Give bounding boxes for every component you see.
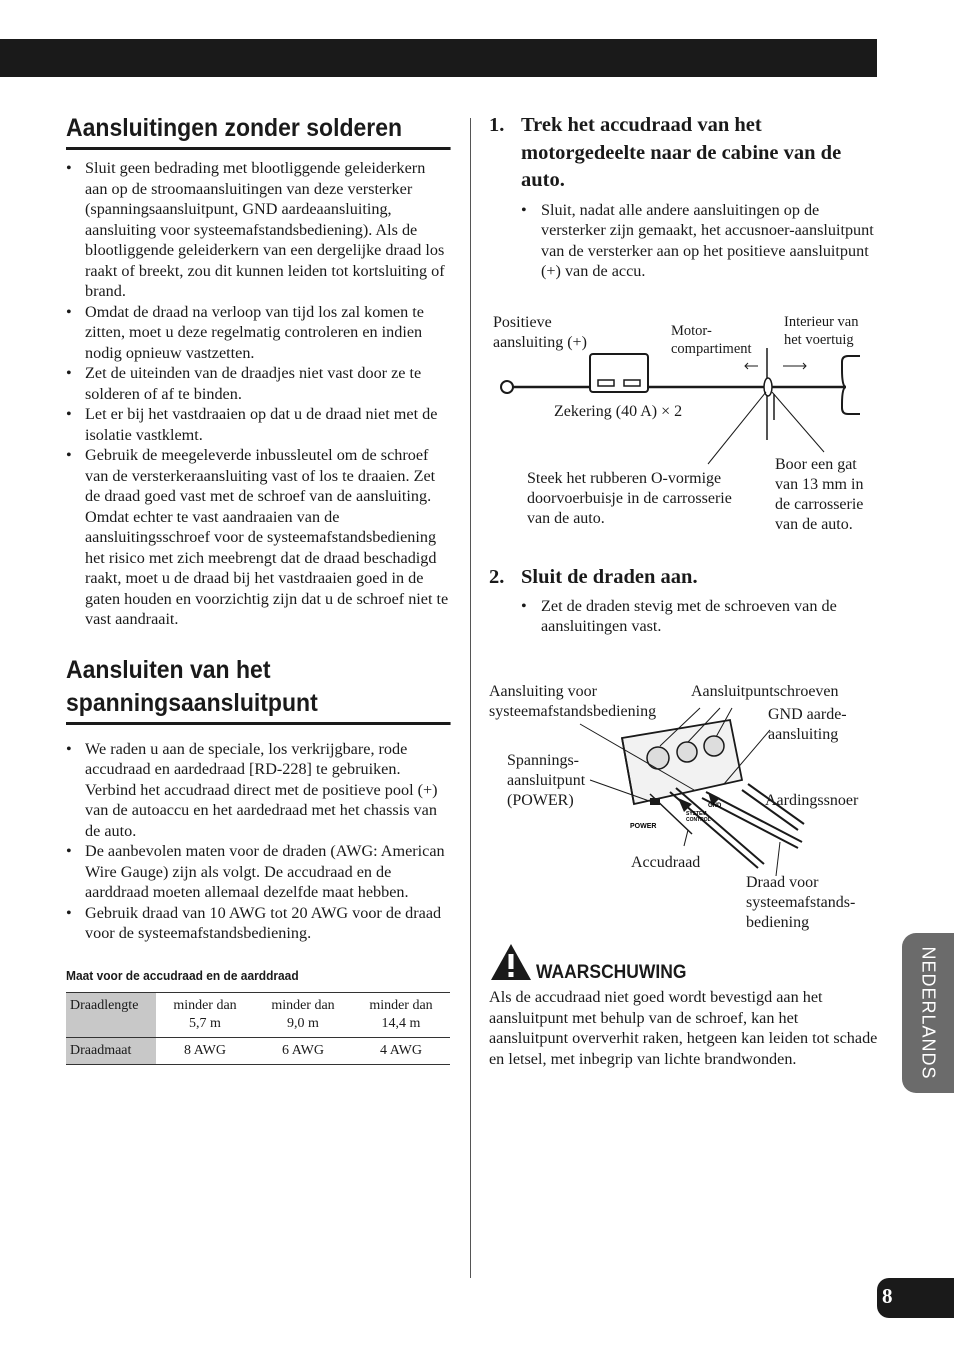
table-cell: 4 AWG — [352, 1037, 450, 1064]
table-cell: minder dan 5,7 m — [156, 992, 254, 1037]
label-battery-wire: Accudraad — [631, 854, 701, 871]
page-number: 8 — [882, 1284, 893, 1308]
label-gnd-terminal: GND aarde- aansluiting — [768, 706, 847, 743]
list-item: • Omdat de draad na verloop van tijd los zal komen te zitten, moet u deze regelmatig controleren en indien nodig opnieuw vastzetten. — [66, 302, 451, 364]
page-number-tab — [877, 1278, 954, 1318]
table-cell: 8 AWG — [156, 1037, 254, 1064]
step-1-list — [521, 200, 879, 282]
label-screws: Aansluitpuntschroeven — [691, 683, 839, 700]
table-row — [66, 1037, 450, 1064]
language-label: NEDERLANDS — [918, 946, 939, 1080]
label-remote-wire: Draad voor systeemafstands- bediening — [746, 874, 856, 931]
header-bar — [0, 39, 877, 77]
section-title-power-terminal — [66, 654, 451, 725]
list-item: • Gebruik draad van 10 AWG tot 20 AWG voor de draad voor de systeemafstandsbediening. — [66, 903, 451, 944]
table-cell: minder dan 14,4 m — [352, 992, 450, 1037]
column-divider — [470, 118, 471, 1278]
list-item: • De aanbevolen maten voor de draden (AWG: American Wire Gauge) zijn als volgt. De accudraad en de aarddraad moeten allemaal dezelfde maat hebben. — [66, 841, 451, 903]
label-remote-terminal: Aansluiting voor systeemafstandsbediening — [489, 683, 657, 720]
list-item: • Sluit, nadat alle andere aansluitingen op de versterker zijn gemaakt, het accusnoer-aansluitpunt van de versterker aan op het positieve aansluitpunt (+) van de accu. — [521, 200, 879, 282]
left-column — [66, 112, 451, 1065]
label-fuse: Zekering (40 A) × 2 — [554, 403, 683, 420]
wire-size-table — [66, 992, 450, 1065]
section-title-line1: Aansluiten van het — [66, 655, 271, 684]
power-terminal-list — [66, 739, 451, 944]
label-ground-wire: Aardingssnoer — [765, 792, 859, 809]
screw-icon — [647, 747, 669, 769]
table-row-head: Draadmaat — [66, 1037, 156, 1064]
warning-title: WAARSCHUWING — [536, 962, 687, 983]
warning-icon — [489, 942, 533, 982]
label-drill: Boor een gat van 13 mm in de carrosserie van de auto. — [775, 456, 864, 533]
label-positive: Positieve aansluiting (+) — [493, 314, 587, 351]
table-cell: minder dan 9,0 m — [254, 992, 352, 1037]
list-item: • Let er bij het vastdraaien op dat u de draad niet met de isolatie vastklemt. — [66, 404, 451, 445]
list-item: • Zet de uiteinden van de draadjes niet vast door ze te solderen of af te binden. — [66, 363, 451, 404]
terminal-label-control: CONTROL — [686, 817, 711, 823]
table-row-head: Draadlengte — [66, 992, 156, 1037]
table-caption: Maat voor de accudraad en de aarddraad — [66, 967, 299, 983]
right-column-step1 — [489, 112, 879, 282]
screw-icon — [677, 742, 697, 762]
step-2-list — [521, 596, 879, 637]
list-item: • Zet de draden stevig met de schroeven van de aansluitingen vast. — [521, 596, 879, 637]
language-tab — [902, 933, 954, 1093]
section-title-line2: spanningsaansluitpunt — [66, 688, 318, 717]
screw-icon — [704, 736, 724, 756]
terminal-label-gnd: GND — [708, 803, 722, 809]
right-column-step2 — [489, 564, 879, 637]
terminal-label-system: SYSTEM — [686, 811, 707, 817]
no-soldering-list — [66, 158, 451, 630]
label-power-terminal: Spannings- aansluitpunt (POWER) — [507, 752, 586, 809]
step-1-title: 1. Trek het accudraad van het motorgedeelte naar de cabine van de auto. — [489, 114, 842, 191]
list-item: • We raden u aan de speciale, los verkrijgbare, rode accudraad en aardedraad [RD-228] te gebruiken. Verbind het accudraad direct met de positieve pool (+) van de autoaccu en het aardedraad met het chassis van de auto. — [66, 739, 451, 842]
label-interior: Interieur van het voertuig — [784, 314, 859, 348]
ring-terminal-icon — [501, 381, 513, 393]
step-2-title: 2. Sluit de draden aan. — [489, 566, 698, 588]
label-motor: Motor- compartiment — [671, 323, 752, 357]
list-item: • Gebruik de meegeleverde inbussleutel om de schroef van de versterkeraansluiting vast of los te draaien. Zet de draad goed vast met de schroef van de aansluiting. Omdat echter te vast aandraaien van de aansluitingsschroef voor de systeemafstandsbediening het risico met zich meebrengt dat de draad beschadigd raakt, moet u de draad bij het vastdraaien goed in de gaten houden en voorzichtig zijn dat u de schroef niet te vast aandraait. — [66, 445, 451, 630]
terminal-label-power: POWER — [630, 823, 657, 830]
section-title-no-soldering: Aansluitingen zonder solderen — [66, 112, 451, 150]
warning-text: Als de accudraad niet goed wordt bevestigd aan het aansluitpunt met behulp van de schroef, kan het aansluitpunt oververhit raken, hetgeen kan leiden tot schade en letsel, met inbegrip van lichte brandwonden. — [489, 988, 878, 1068]
label-grommet: Steek het rubberen O-vormige doorvoerbuisje in de carrosserie van de auto. — [527, 470, 732, 527]
table-row — [66, 992, 450, 1037]
warning-heading — [489, 942, 789, 982]
list-item: • Sluit geen bedrading met blootliggende geleiderkern aan op de stroomaansluitingen van deze versterker (spanningsaansluitpunt, GND aardeaansluiting, aansluiting voor systeemafstandsbediening). Als de blootliggende geleiderkern van een dergelijke draad los raakt of breekt, zou dit kunnen leiden tot kortsluiting of brand. — [66, 158, 451, 302]
table-cell: 6 AWG — [254, 1037, 352, 1064]
